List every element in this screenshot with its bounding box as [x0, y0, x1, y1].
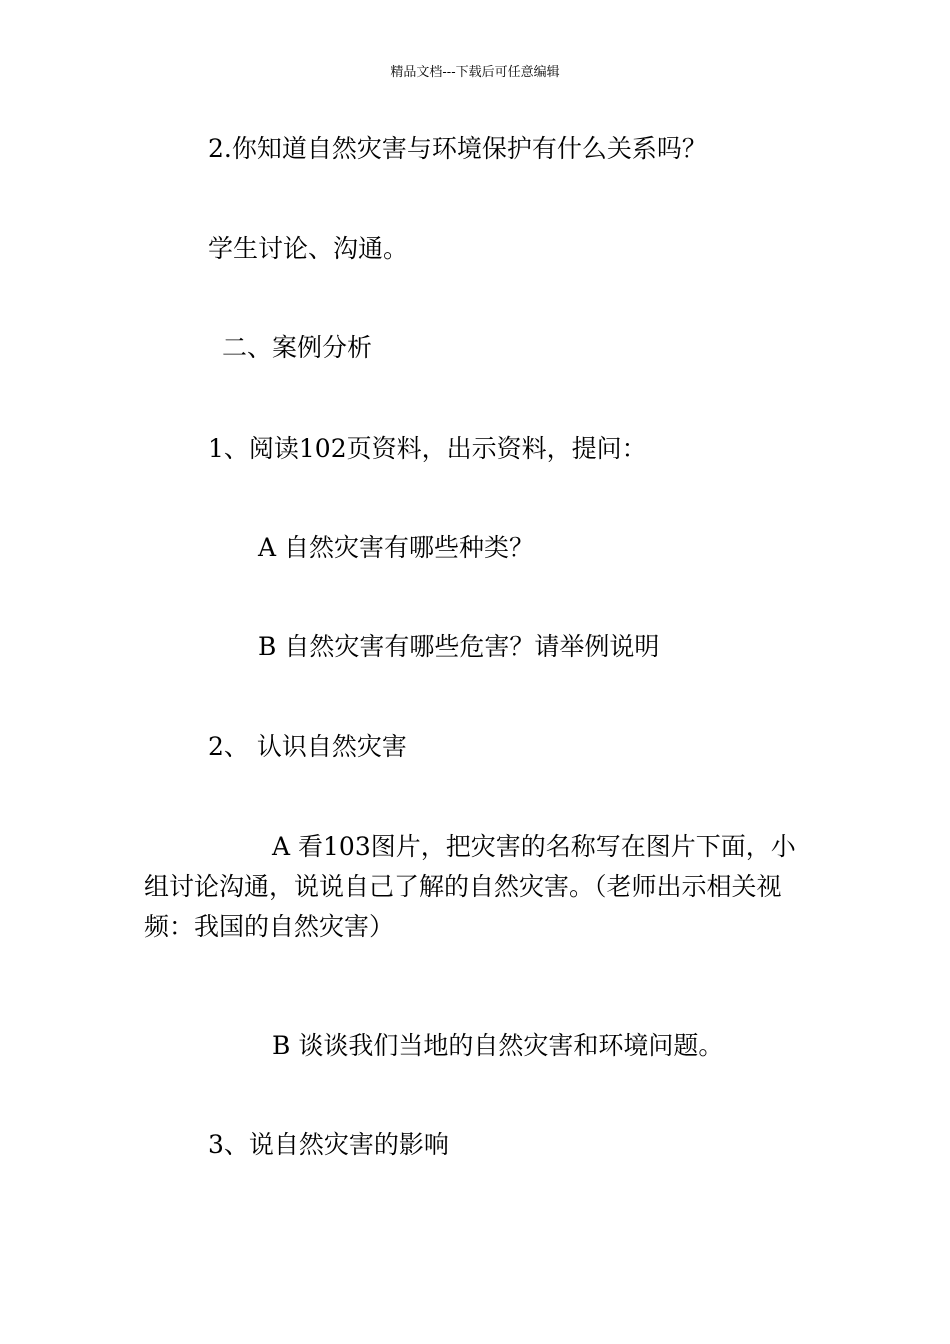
section-heading-case-analysis: 二、案例分析 — [222, 333, 373, 362]
item-3: 3、说自然灾害的影响 — [208, 1130, 449, 1159]
item-1b: B 自然灾害有哪些危害？请举例说明 — [258, 632, 660, 661]
item-2a-paragraph — [144, 827, 806, 947]
item-2b: B 谈谈我们当地的自然灾害和环境问题。 — [272, 1031, 724, 1060]
item-2a-text: A 看103图片，把灾害的名称写在图片下面，小组讨论沟通，说说自己了解的自然灾害。（老师出示相关视频：我国的自然灾害） — [144, 832, 796, 941]
item-2: 2、 认识自然灾害 — [208, 732, 407, 761]
page-header: 精品文档---下载后可任意编辑 — [390, 65, 560, 80]
item-1a: A 自然灾害有哪些种类？ — [258, 533, 535, 562]
item-1: 1、阅读102页资料，出示资料，提问： — [208, 434, 647, 463]
discussion-line: 学生讨论、沟通。 — [208, 234, 409, 263]
question-2: 2.你知道自然灾害与环境保护有什么关系吗？ — [208, 134, 707, 163]
